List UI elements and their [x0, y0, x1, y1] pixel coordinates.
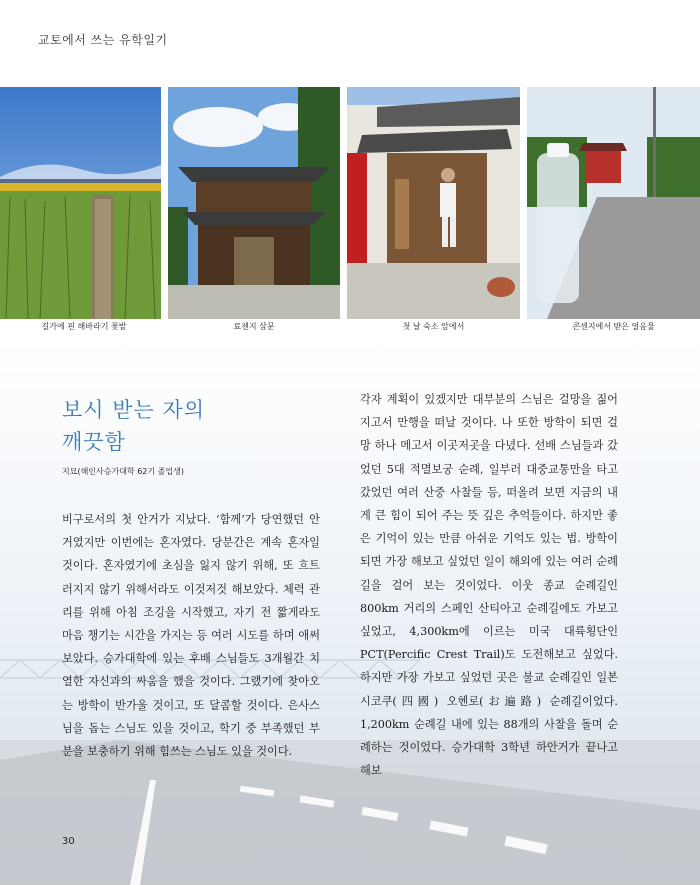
photo-sunflower-field: [0, 87, 161, 319]
photo-caption: 첫 날 숙소 앞에서: [402, 322, 465, 331]
article-paragraph: 비구로서의 첫 안거가 지났다. ‘함께’가 당연했던 안거였지만 이번에는 혼자였다. 당분간은 계속 혼자일 것이다. 혼자였기에 초심을 잃지 않기 위해, 또 흐트러지지 않기 위해서라도 이것저것 해보았다. 체력 관리를 위해 아침 조깅을 시작했고, 자기 전 짧게라도 마음 챙기는 시간을 가지는 등 여러 시도를 하며 애써보았다. 승가대학에 있는 후배 스님들도 3개월간 치열한 자신과의 싸움을 했을 것이다. 그랬기에 찾아오는 방학이 반가울 것이고, 또 달콤할 것이다. 은사스님을 돕는 스님도 있을 것이고, 학기 중 부족했던 부분을 보충하기 위해 힘쓰는 스님도 있을 것이다.: [62, 513, 320, 759]
photo-temple-gate: [168, 87, 340, 319]
photo-caption: 료젠지 삼문: [233, 322, 275, 331]
article-title-line1: 보시 받는 자의: [62, 398, 206, 422]
article-byline: 지묘(해인사승가대학 62기 졸업생): [62, 467, 184, 476]
page-number: 30: [62, 836, 75, 847]
article-column-right: [360, 388, 618, 782]
article-column-left: [62, 508, 320, 763]
photo-caption: 콘센지에서 받은 얼음물: [572, 322, 655, 331]
photo-caption: 길가에 핀 해바라기 꽃밭: [41, 322, 127, 331]
photo-lodging-entrance: [347, 87, 520, 319]
article-paragraph: 각자 계획이 있겠지만 대부분의 스님은 걸망을 짊어지고서 만행을 떠날 것이다. 나 또한 방학이 되면 걸망 하나 메고서 이곳저곳을 다녔다. 선배 스님들과 갔었던 5대 적멸보궁 순례, 일부러 대중교통만을 타고 갔었던 여러 산중 사찰들 등, 떠올려 보면 지금의 내게 큰 힘이 되어 주는 뜻 깊은 추억들이다. 하지만 좋은 기억이 있는 만큼 아쉬운 기억도 있는 법. 방학이 되면 가장 해보고 싶었던 일이 해외에 있는 여러 순례길을 걸어 보는 것이었다. 이웃 종교 순례길인 800km 거리의 스페인 산티아고 순례길에도 가보고 싶었고, 4,300km에 이르는 미국 대륙횡단인 PCT(Percific Crest Trail)도 도전해보고 싶었다. 하지만 가장 가보고 싶었던 곳은 불교 순례길인 일본 시코쿠(四國) 오헨로(お遍路) 순례길이었다. 1,200km 순례길 내에 있는 88개의 사찰을 돌며 순례하는 것이었다. 승가대학 3학년 하안거가 끝나고 해보: [360, 393, 618, 778]
photo-ice-water-bottle: [527, 87, 700, 319]
photo-strip: [0, 87, 700, 319]
running-header: 교토에서 쓰는 유학일기: [38, 33, 168, 47]
article-title-line2: 깨끗함: [62, 430, 126, 454]
